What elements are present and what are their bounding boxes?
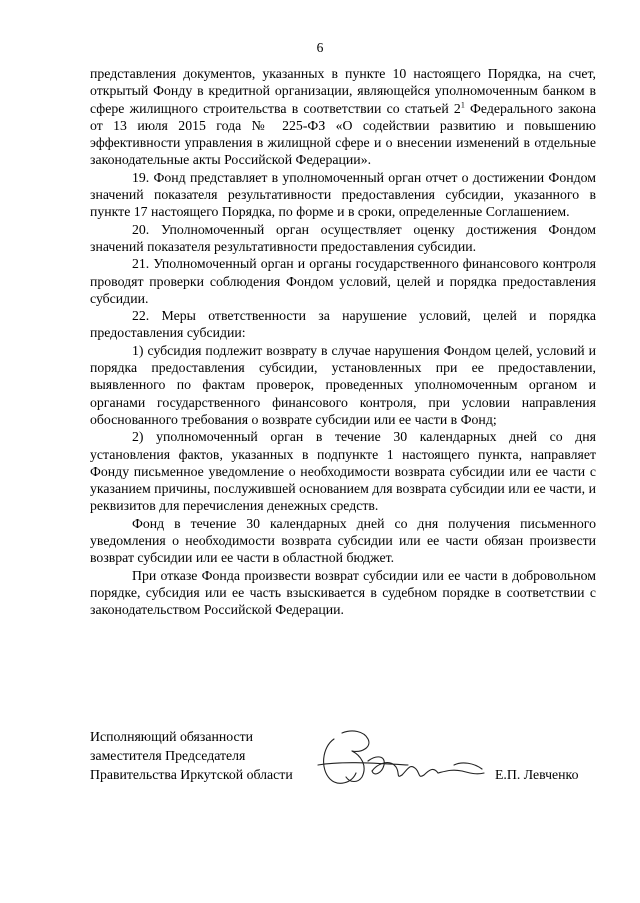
signatory-position-line1: Исполняющий обязанности [90, 729, 253, 744]
paragraph-text: Федерального закона от 13 июля 2015 года № 225-ФЗ «О содействии развитию и повышению эффективности управления в жилищной сфере и о внесении изменений в отдельные законодательные акты Российской Федерации». [90, 100, 597, 168]
paragraph-text: представления документов, указанных в пункте 10 настоящего Порядка, на счет, открытый Фонду в кредитной организации, являющейся уполномоченным банком в сфере жилищного строительства в соответствии со статьей 2 [90, 66, 596, 116]
page-number: 6 [316, 40, 324, 55]
superscript: 1 [460, 100, 465, 109]
subitem-2: 2) уполномоченный орган в течение 30 календарных дней со дня установления фактов, указанных в подпункте 1 настоящего пункта, направляет Фонду письменное уведомление о необходимости возврата субсидии или ее части с указанием причины, послужившей основанием для возврата субсидии или ее части, и реквизитов для перечисления денежных средств. [90, 429, 596, 514]
signatory-position-line3: Правительства Иркутской области [90, 767, 293, 782]
item-22: 22. Меры ответственности за нарушение условий, целей и порядка предоставления субсидии: [90, 308, 596, 341]
item-19: 19. Фонд представляет в уполномоченный орган отчет о достижении Фондом значений показателя результативности предоставления субсидии, указанного в пункте 17 настоящего Порядка, по форме и в сроки, определенные Соглашением. [90, 169, 596, 220]
signatory-name: Е.П. Левченко [495, 767, 579, 782]
paragraph-fund-return: Фонд в течение 30 календарных дней со дня получения письменного уведомления о необходимости возврата субсидии или ее части обязан произвести возврат субсидии или ее части в областной бюджет. [90, 515, 596, 566]
handwritten-signature [312, 725, 490, 795]
subitem-1: 1) субсидия подлежит возврату в случае нарушения Фондом целей, условий и порядка предоставления субсидии, установленных при ее предоставлении, выявленного по фактам проверок, проведенных уполномоченным органом и органами государственного финансового контроля, при условии направления обоснованного требования о возврате субсидии или ее части в Фонд; [90, 342, 596, 427]
paragraph-continuation [90, 65, 596, 169]
signatory-position-line2: заместителя Председателя [90, 748, 246, 763]
item-21: 21. Уполномоченный орган и органы государственного финансового контроля проводят проверки соблюдения Фондом условий, целей и порядка предоставления субсидии. [90, 256, 596, 306]
paragraph-refusal: При отказе Фонда произвести возврат субсидии или ее части в добровольном порядке, субсидия или ее часть взыскивается в судебном порядке в соответствии с законодательством Российской Федерации. [90, 567, 596, 618]
item-20: 20. Уполномоченный орган осуществляет оценку достижения Фондом значений показателя результативности предоставления субсидии. [90, 221, 596, 254]
document-body [90, 65, 596, 619]
signature-block [90, 727, 596, 784]
